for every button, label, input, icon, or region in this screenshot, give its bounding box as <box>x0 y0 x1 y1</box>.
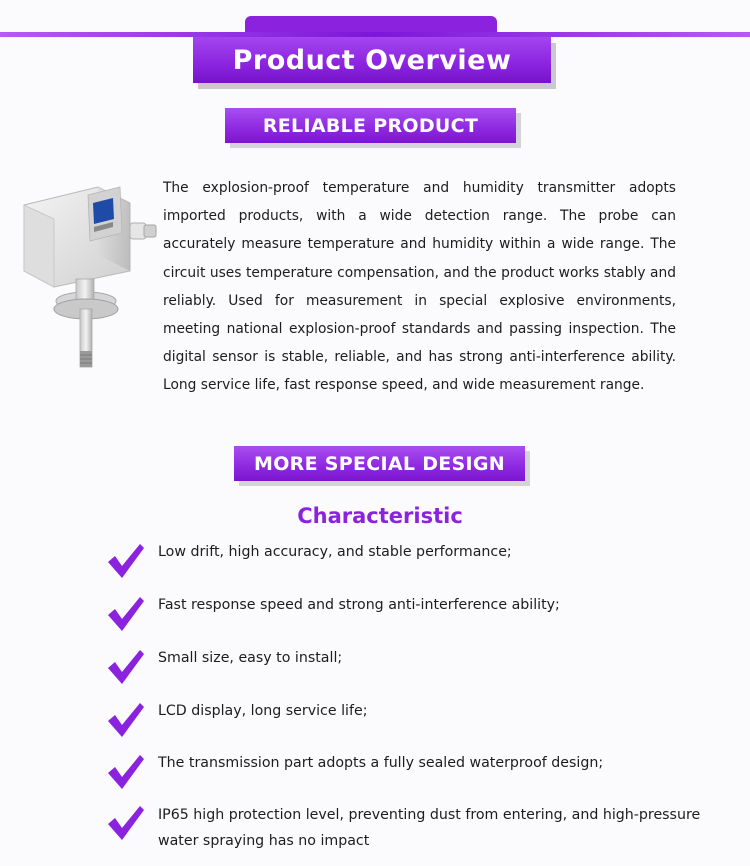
checkmark-icon <box>106 646 146 686</box>
checkmark-icon <box>106 751 146 791</box>
characteristic-heading: Characteristic <box>297 504 463 528</box>
feature-text: Low drift, high accuracy, and stable performance; <box>158 544 512 560</box>
checkmark-icon <box>106 540 146 580</box>
section-title-special-design: MORE SPECIAL DESIGN <box>234 446 525 481</box>
feature-text: IP65 high protection level, preventing dust from entering, and high-pressure water spraying has no impact <box>158 807 701 849</box>
feature-text: Small size, easy to install; <box>158 650 343 666</box>
feature-text: Fast response speed and strong anti-interference ability; <box>158 597 560 613</box>
section-title-reliable: RELIABLE PRODUCT <box>225 108 516 143</box>
product-description: The explosion-proof temperature and humidity transmitter adopts imported products, with a wide detection range. The probe can accurately measure temperature and humidity within a wide range. The circuit uses temperature compensation, and the product works stably and reliably. Used for measurement in special explosive environments, meeting national explosion-proof standards and passing inspection. The digital sensor is stable, reliable, and has strong anti-interference ability. Long service life, fast response speed, and wide measurement range. <box>163 180 676 394</box>
checkmark-icon <box>106 699 146 739</box>
checkmark-icon <box>106 593 146 633</box>
feature-text: The transmission part adopts a fully sealed waterproof design; <box>158 755 604 771</box>
transmitter-product-image <box>18 183 160 378</box>
page-title: Product Overview <box>193 37 551 83</box>
feature-text: LCD display, long service life; <box>158 703 368 719</box>
checkmark-icon <box>106 802 146 842</box>
